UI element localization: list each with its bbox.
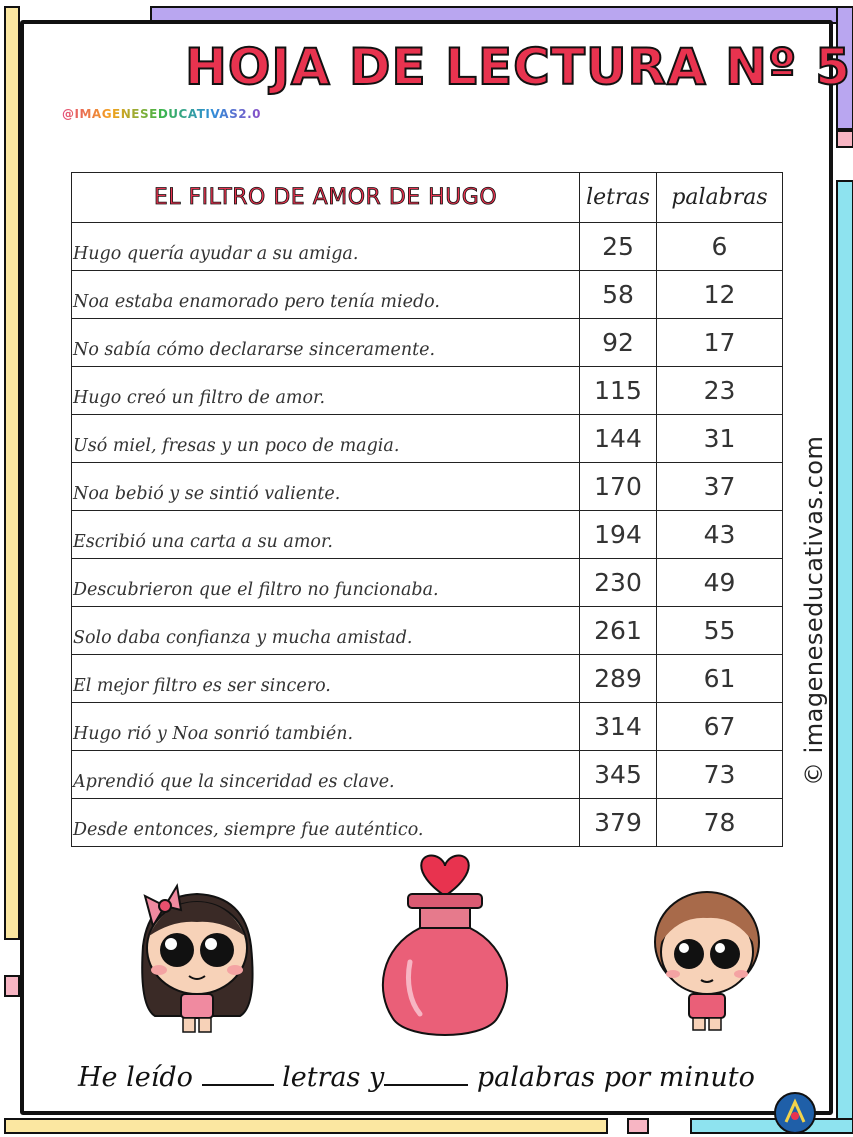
table-row xyxy=(72,415,783,463)
reading-table xyxy=(71,172,783,847)
footer-part-3: palabras por minuto xyxy=(476,1062,755,1093)
brand-logo-icon xyxy=(772,1090,818,1136)
footer-part-2: letras y xyxy=(282,1062,385,1093)
letters-cell: 115 xyxy=(580,367,657,415)
girl-illustration xyxy=(125,876,270,1036)
letters-cell: 194 xyxy=(580,511,657,559)
letters-cell: 170 xyxy=(580,463,657,511)
letters-cell: 92 xyxy=(580,319,657,367)
story-title: EL FILTRO DE AMOR DE HUGO xyxy=(72,173,580,223)
sentence-cell: Usó miel, fresas y un poco de magia. xyxy=(72,415,580,463)
sentence-cell: Aprendió que la sinceridad es clave. xyxy=(72,751,580,799)
table-header-row xyxy=(72,173,783,223)
frame-accent-pink xyxy=(4,975,20,997)
frame-right-cyan xyxy=(836,180,853,1134)
sentence-cell: Hugo quería ayudar a su amiga. xyxy=(72,223,580,271)
table-row xyxy=(72,367,783,415)
words-blank[interactable] xyxy=(384,1062,468,1086)
letters-cell: 289 xyxy=(580,655,657,703)
letters-cell: 230 xyxy=(580,559,657,607)
sentence-cell: Escribió una carta a su amor. xyxy=(72,511,580,559)
table-row xyxy=(72,799,783,847)
letters-cell: 25 xyxy=(580,223,657,271)
words-cell: 49 xyxy=(657,559,783,607)
words-cell: 31 xyxy=(657,415,783,463)
title-number: 5 xyxy=(815,38,851,96)
words-cell: 78 xyxy=(657,799,783,847)
words-cell: 55 xyxy=(657,607,783,655)
social-handle: @IMAGENESEDUCATIVAS2.0 xyxy=(62,107,261,121)
table-row xyxy=(72,319,783,367)
table-row xyxy=(72,607,783,655)
letters-blank[interactable] xyxy=(202,1062,274,1086)
copyright-watermark: © imageneseducativas.com xyxy=(800,435,828,786)
table-row xyxy=(72,655,783,703)
table-row xyxy=(72,271,783,319)
words-cell: 37 xyxy=(657,463,783,511)
words-cell: 43 xyxy=(657,511,783,559)
sentence-cell: Hugo creó un filtro de amor. xyxy=(72,367,580,415)
letters-cell: 144 xyxy=(580,415,657,463)
sentence-cell: Desde entonces, siempre fue auténtico. xyxy=(72,799,580,847)
table-row xyxy=(72,559,783,607)
frame-accent-pink xyxy=(836,130,853,148)
frame-accent-pink xyxy=(627,1118,649,1134)
sentence-cell: Noa estaba enamorado pero tenía miedo. xyxy=(72,271,580,319)
reading-speed-sentence xyxy=(78,1062,755,1093)
words-cell: 61 xyxy=(657,655,783,703)
words-cell: 6 xyxy=(657,223,783,271)
frame-left-yellow xyxy=(4,6,20,940)
letters-cell: 379 xyxy=(580,799,657,847)
table-row xyxy=(72,703,783,751)
letters-cell: 314 xyxy=(580,703,657,751)
table-row xyxy=(72,463,783,511)
words-cell: 17 xyxy=(657,319,783,367)
title-text: HOJA DE LECTURA Nº xyxy=(185,38,798,96)
table-row xyxy=(72,223,783,271)
potion-bottle-illustration xyxy=(370,852,520,1042)
letters-cell: 58 xyxy=(580,271,657,319)
words-cell: 73 xyxy=(657,751,783,799)
sentence-cell: El mejor filtro es ser sincero. xyxy=(72,655,580,703)
sentence-cell: Noa bebió y se sintió valiente. xyxy=(72,463,580,511)
letters-header: letras xyxy=(580,173,657,223)
words-cell: 23 xyxy=(657,367,783,415)
footer-part-1: He leído xyxy=(78,1062,193,1093)
sentence-cell: Hugo rió y Noa sonrió también. xyxy=(72,703,580,751)
table-row xyxy=(72,751,783,799)
letters-cell: 345 xyxy=(580,751,657,799)
sentence-cell: Descubrieron que el filtro no funcionaba. xyxy=(72,559,580,607)
sentence-cell: Solo daba confianza y mucha amistad. xyxy=(72,607,580,655)
frame-bottom-yellow xyxy=(4,1118,608,1134)
table-row xyxy=(72,511,783,559)
boy-illustration xyxy=(645,876,770,1036)
letters-cell: 261 xyxy=(580,607,657,655)
words-cell: 67 xyxy=(657,703,783,751)
words-cell: 12 xyxy=(657,271,783,319)
sentence-cell: No sabía cómo declararse sinceramente. xyxy=(72,319,580,367)
words-header: palabras xyxy=(657,173,783,223)
page-title xyxy=(185,38,851,96)
